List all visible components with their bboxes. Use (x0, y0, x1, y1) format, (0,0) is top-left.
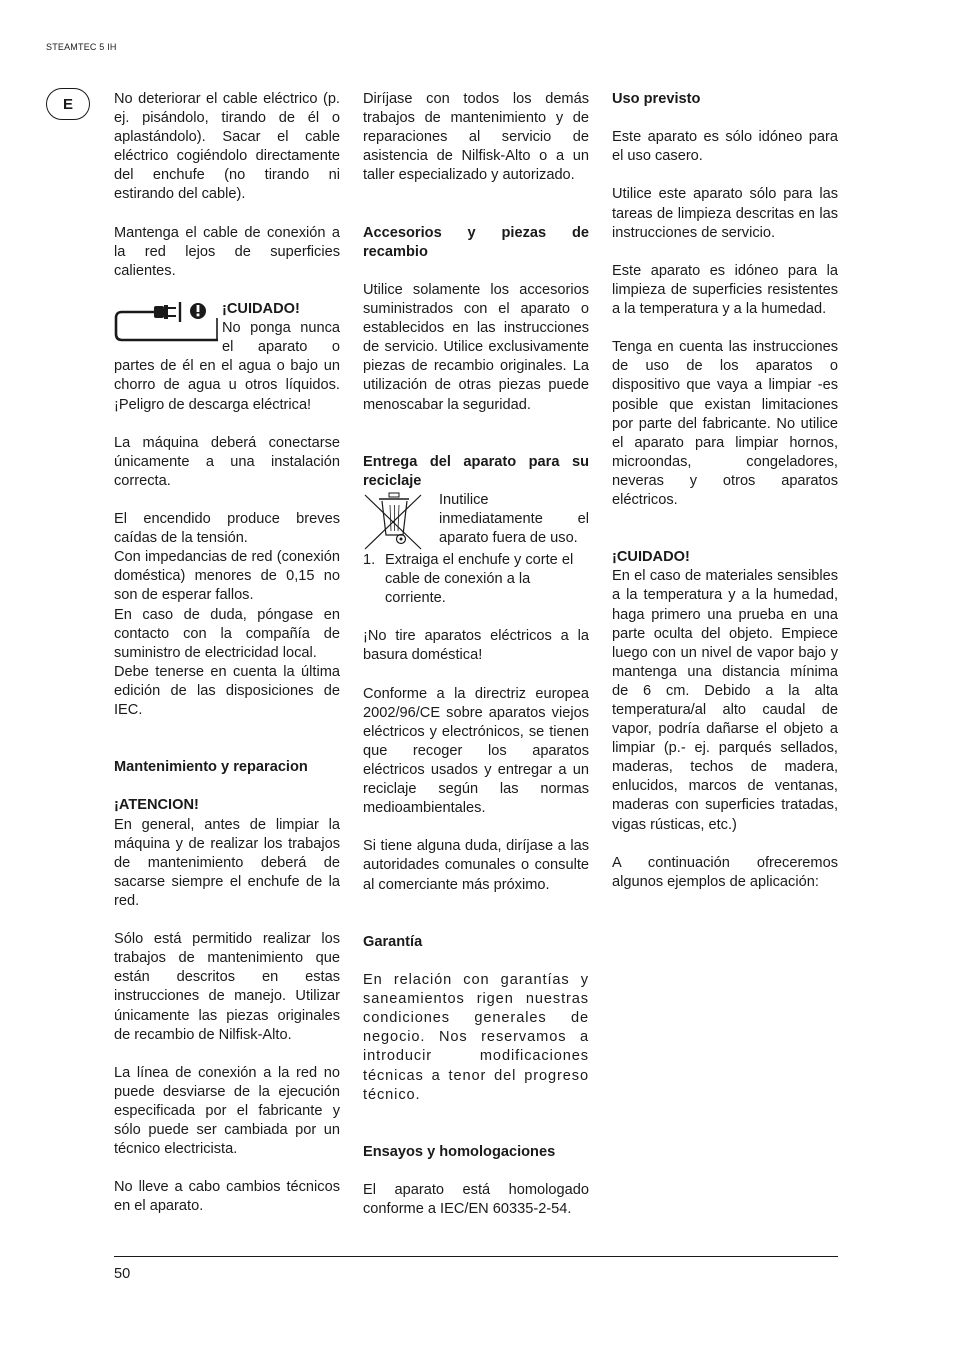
paragraph: Diríjase con todos los demás trabajos de mantenimiento y de reparaciones al servicio de asistencia de Nilfisk-Alto o a un taller especializado y autorizado. (363, 91, 589, 184)
paragraph: La máquina deberá conectarse únicamente a una instalación correcta. (114, 434, 340, 489)
paragraph: ¡No tire aparatos eléctricos a la basura doméstica! (363, 628, 589, 664)
warning-block (114, 300, 340, 415)
column-1 (114, 90, 340, 1217)
paragraph: Inutilice inmediatamente el aparato fuera de uso. (439, 491, 589, 547)
section-heading: Ensayos y homologaciones (363, 1143, 556, 1160)
section-heading: Garantía (363, 933, 423, 950)
paragraph: No deteriorar el cable eléctrico (p. ej. pisándolo, tirando de él o aplastándolo). Sacar el cable eléctrico cogiéndolo directamente del enchufe (no tirando ni estirando del cable). (114, 91, 340, 203)
warning-text: No ponga nunca el aparato o partes de él en el agua o bajo un chorro de agua u otros líquidos. ¡Peligro de descarga eléctrica! (114, 320, 340, 413)
warning-text: En el caso de materiales sensibles a la temperatura y a la humedad, haga primero una prueba en una parte oculta del objeto. Empiece luego con un nivel de vapor bajo y mantenga una distancia mínima de 6 cm. Debido a la alta temperatura/al alto caudal de vapor, podría dañarse el objeto a limpiar (p.- ej. parqués sellados, maderas, techos de madera, enlucidos, marcos de ventanas, maderas con superficies tratadas, vigas rústicas, etc.) (612, 568, 838, 833)
paragraph: A continuación ofreceremos algunos ejemplos de aplicación: (612, 854, 838, 890)
column-3 (612, 90, 838, 892)
paragraph: Mantenga el cable de conexión a la red lejos de superficies calientes. (114, 224, 340, 279)
paragraph: Este aparato es idóneo para la limpieza de superficies resistentes a la temperatura y a la humedad. (612, 262, 838, 318)
crossed-bin-icon (363, 491, 425, 551)
document-header: STEAMTEC 5 IH (46, 42, 117, 52)
plug-warning-icon (114, 300, 218, 342)
paragraph: Este aparato es sólo idóneo para el uso casero. (612, 129, 838, 165)
warning-title: ¡CUIDADO! (612, 549, 690, 566)
section-heading: Entrega del aparato para su reciclaje (363, 453, 589, 489)
paragraph: Utilice este aparato sólo para las tareas de limpieza descritas en las instrucciones de servicio. (612, 186, 838, 241)
list-item (363, 551, 589, 608)
paragraph: Tenga en cuenta las instrucciones de uso de los aparatos o dispositivo que vaya a limpiar -es posible que existan limitaciones por parte del fabricante. No utilice el aparato para limpiar hornos, microondas, congeladores, neveras y otros aparatos eléctricos. (612, 339, 838, 508)
section-heading: Uso previsto (612, 91, 701, 107)
section-heading: Accesorios y piezas de recambio (363, 224, 589, 260)
paragraph: Si tiene alguna duda, diríjase a las autoridades comunales o consulte al comerciante más próximo. (363, 838, 589, 893)
paragraph: En caso de duda, póngase en contacto con la compañía de suministro de electricidad local. (114, 606, 340, 661)
paragraph: Sólo está permitido realizar los trabajos de mantenimiento que están descritos en estas instrucciones de manejo. Utilizar únicamente las piezas originales de recambio de Nilfisk-Alto. (114, 931, 340, 1043)
footer-divider (114, 1256, 838, 1257)
language-badge: E (46, 88, 90, 120)
recycle-block (363, 491, 589, 551)
warning-title: ¡CUIDADO! (222, 301, 300, 318)
paragraph: En relación con garantías y saneamientos rigen nuestras condiciones generales de negocio. Nos reservamos a introducir modificaciones técnicas a tenor del progreso técnico. (363, 972, 589, 1103)
list-number: 1. (363, 551, 376, 568)
paragraph: No lleve a cabo cambios técnicos en el aparato. (114, 1179, 340, 1215)
paragraph: El aparato está homologado conforme a IEC/EN 60335-2-54. (363, 1182, 589, 1218)
paragraph: Debe tenerse en cuenta la última edición de las disposiciones de IEC. (114, 663, 340, 718)
page-number: 50 (114, 1266, 131, 1282)
paragraph: Utilice solamente los accesorios suministrados con el aparato o establecidos en las instrucciones de servicio. Utilice exclusivamente piezas de recambio originales. La utilización de otras piezas puede menoscabar la seguridad. (363, 281, 589, 413)
attention-text: En general, antes de limpiar la máquina y de realizar los trabajos de mantenimiento deberá de sacarse siempre el enchufe de la red. (114, 816, 340, 909)
paragraph: Con impedancias de red (conexión doméstica) menores de 0,15 no son de esperar fallos. (114, 549, 340, 604)
attention-title: ¡ATENCION! (114, 797, 199, 814)
list-text: Extraiga el enchufe y corte el cable de conexión a la corriente. (385, 551, 574, 607)
paragraph: La línea de conexión a la red no puede desviarse de la ejecución especificada por el fabricante y sólo puede ser cambiada por un técnico electricista. (114, 1064, 340, 1158)
paragraph: El encendido produce breves caídas de la tensión. (114, 511, 340, 547)
paragraph: Conforme a la directriz europea 2002/96/CE sobre aparatos viejos eléctricos y electrónicos, se tienen que recoger los aparatos eléctricos usados y entregar a un reciclaje según las normas medioambientales. (363, 685, 589, 817)
column-2 (363, 90, 589, 1219)
section-heading: Mantenimiento y reparacion (114, 759, 308, 776)
